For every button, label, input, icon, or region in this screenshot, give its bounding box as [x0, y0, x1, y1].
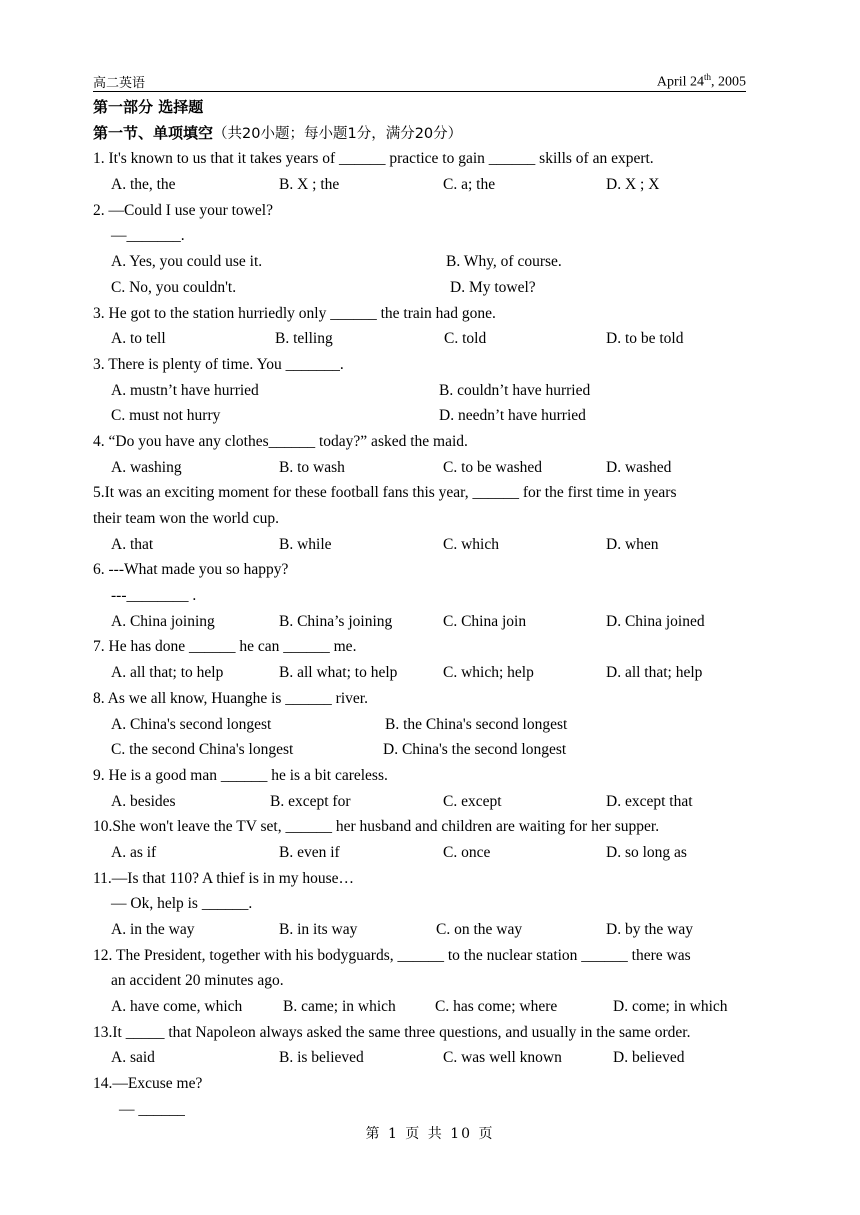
question-3b-options-row1 — [93, 378, 773, 404]
option-b: B. while — [279, 535, 332, 553]
option-d: D. My towel? — [450, 278, 536, 296]
option-d: D. so long as — [606, 843, 687, 861]
question-7: 7. He has done ______ he can ______ me. — [93, 638, 357, 656]
section-title: 第一节、单项填空（共20小题；每小题1分，满分20分） — [93, 123, 463, 142]
part-title: 第一部分 选择题 — [93, 98, 204, 116]
question-1-options — [93, 172, 773, 198]
option-d: D. needn’t have hurried — [439, 407, 586, 425]
option-b: B. the China's second longest — [385, 715, 568, 733]
option-b: B. all what; to help — [279, 664, 398, 682]
header-date: April 24th, 2005 — [656, 72, 746, 90]
question-10-options — [93, 840, 773, 866]
question-14-reply: — ______ — [119, 1100, 185, 1118]
question-8: 8. As we all know, Huanghe is ______ river. — [93, 689, 368, 707]
question-4-options — [93, 455, 773, 481]
question-5-options — [93, 532, 773, 558]
option-a: A. China joining — [111, 612, 215, 630]
option-c: C. the second China's longest — [111, 741, 294, 759]
question-7-options — [93, 660, 773, 686]
question-3-options — [93, 326, 773, 352]
question-1: 1. It's known to us that it takes years of ______ practice to gain ______ skills of an expert. — [93, 150, 654, 168]
option-d: D. X ; X — [606, 176, 660, 194]
question-10: 10.She won't leave the TV set, ______ her husband and children are waiting for her supper. — [93, 818, 660, 836]
option-a: A. all that; to help — [111, 664, 224, 682]
option-d: D. China joined — [606, 612, 705, 630]
question-14-prompt: 14.—Excuse me? — [93, 1075, 203, 1093]
option-b: B. couldn’t have hurried — [439, 381, 591, 399]
option-d: D. by the way — [606, 921, 693, 938]
option-a: A. as if — [111, 843, 157, 861]
question-11-prompt: 11.—Is that 110? A thief is in my house… — [93, 869, 355, 887]
option-d: D. washed — [606, 458, 672, 476]
option-c: C. a; the — [443, 176, 496, 194]
question-12-line2: an accident 20 minutes ago. — [111, 972, 284, 990]
option-a: A. that — [111, 535, 154, 553]
option-a: A. in the way — [111, 921, 195, 938]
question-9: 9. He is a good man ______ he is a bit careless. — [93, 766, 388, 784]
option-a: A. to tell — [111, 330, 166, 348]
option-a: A. washing — [111, 458, 182, 476]
option-a: A. have come, which — [111, 998, 243, 1016]
question-9-options — [93, 789, 773, 815]
question-6-options — [93, 609, 773, 635]
option-b: B. X ; the — [279, 176, 340, 194]
option-b: B. is believed — [279, 1049, 364, 1067]
page-header — [93, 70, 746, 92]
option-d: D. believed — [613, 1049, 685, 1067]
option-b: B. China’s joining — [279, 612, 393, 630]
question-2-options-row1 — [93, 249, 773, 275]
option-a: A. China's second longest — [111, 715, 272, 733]
option-b: B. Why, of course. — [446, 253, 562, 271]
option-a: A. mustn’t have hurried — [111, 381, 259, 399]
option-d: D. to be told — [606, 330, 684, 348]
question-3: 3. He got to the station hurriedly only ______ the train had gone. — [93, 304, 496, 322]
option-c: C. which; help — [443, 664, 534, 682]
option-b: B. to wash — [279, 458, 345, 476]
option-c: C. must not hurry — [111, 407, 221, 425]
question-12-options — [93, 994, 773, 1020]
question-11-reply: — Ok, help is ______. — [111, 895, 253, 913]
question-12-line1: 12. The President, together with his bodyguards, ______ to the nuclear station ______ there was — [93, 946, 691, 964]
option-a: A. Yes, you could use it. — [111, 253, 263, 271]
question-2-options-row2 — [93, 275, 773, 301]
option-c: C. on the way — [436, 921, 523, 938]
question-6-prompt: 6. ---What made you so happy? — [93, 561, 289, 579]
option-b: B. except for — [270, 792, 351, 810]
option-d: D. all that; help — [606, 664, 703, 682]
option-d: D. China's the second longest — [383, 741, 567, 759]
option-b: B. telling — [275, 330, 333, 348]
option-a: A. besides — [111, 792, 176, 810]
question-2-prompt: 2. —Could I use your towel? — [93, 201, 273, 219]
question-8-options-row2 — [93, 737, 773, 763]
option-c: C. except — [443, 792, 502, 810]
question-5-line1: 5.It was an exciting moment for these football fans this year, ______ for the first time in years — [93, 484, 677, 502]
option-c: C. was well known — [443, 1049, 562, 1067]
option-c: C. has come; where — [435, 998, 558, 1016]
option-d: D. come; in which — [613, 998, 728, 1016]
option-d: D. except that — [606, 792, 693, 810]
option-b: B. in its way — [279, 921, 358, 938]
question-4: 4. “Do you have any clothes______ today?” asked the maid. — [93, 432, 468, 450]
option-c: C. told — [444, 330, 487, 348]
header-subject: 高二英语 — [93, 76, 146, 91]
option-c: C. once — [443, 843, 491, 861]
option-c: C. China join — [443, 612, 527, 630]
question-2-reply: —_______. — [111, 227, 185, 245]
option-b: B. even if — [279, 843, 340, 861]
question-3b-options-row2 — [93, 403, 773, 429]
question-5-line2: their team won the world cup. — [93, 510, 279, 527]
option-b: B. came; in which — [283, 998, 396, 1016]
question-3b: 3. There is plenty of time. You _______. — [93, 355, 344, 373]
question-8-options-row1 — [93, 712, 773, 738]
option-c: C. No, you couldn't. — [111, 278, 237, 296]
option-a: A. the, the — [111, 176, 176, 194]
question-13-options — [93, 1045, 773, 1071]
exam-body — [93, 95, 773, 1123]
option-d: D. when — [606, 535, 659, 553]
question-6-reply: ---________ . — [111, 587, 197, 605]
option-a: A. said — [111, 1049, 155, 1067]
option-c: C. to be washed — [443, 458, 543, 476]
page-footer: 第 1 页 共 10 页 — [365, 1126, 495, 1142]
question-13: 13.It _____ that Napoleon always asked the same three questions, and usually in the same order. — [93, 1023, 691, 1041]
option-c: C. which — [443, 535, 499, 553]
question-11-options — [93, 917, 773, 943]
